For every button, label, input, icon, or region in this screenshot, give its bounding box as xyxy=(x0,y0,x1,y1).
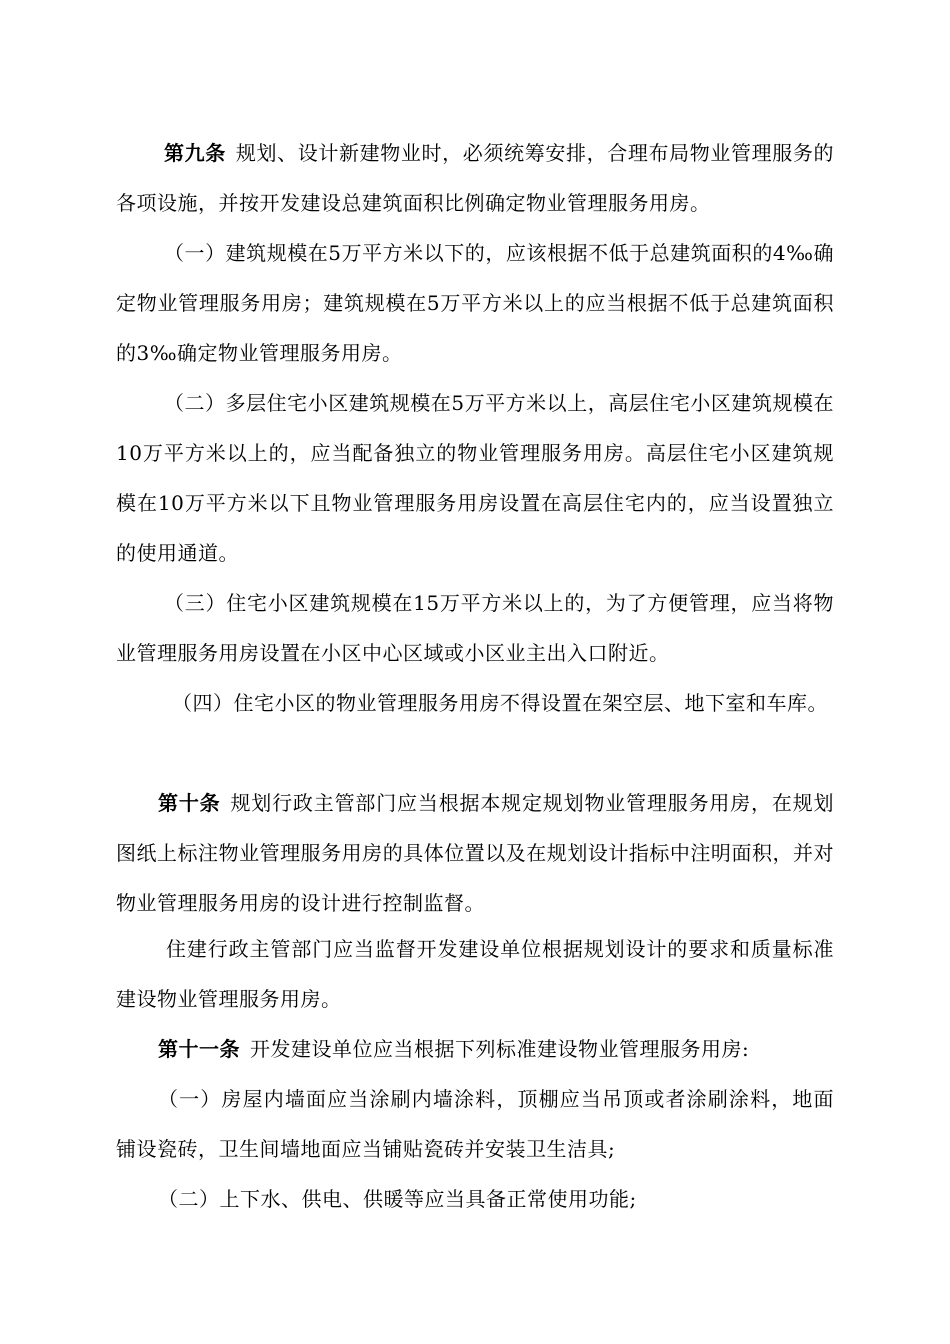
article-9-item-3: （三）住宅小区建筑规模在15万平方米以上的，为了方便管理，应当将物业管理服务用房设置在小区中心区域或小区业主出入口附近。 xyxy=(116,591,834,665)
article-10-text: 规划行政主管部门应当根据本规定规划物业管理服务用房，在规划图纸上标注物业管理服务用房的具体位置以及在规划设计指标中注明面积，并对物业管理服务用房的设计进行控制监督。 xyxy=(116,791,835,915)
article-10-heading: 第十条 xyxy=(158,791,221,815)
article-11-item-1: （一）房屋内墙面应当涂刷内墙涂料，顶棚应当吊顶或者涂刷涂料，地面铺设瓷砖，卫生间墙地面应当铺贴瓷砖并安装卫生洁具; xyxy=(116,1087,834,1161)
article-9-heading: 第九条 xyxy=(164,141,226,165)
article-10-paragraph-2: 住建行政主管部门应当监督开发建设单位根据规划设计的要求和质量标准建设物业管理服务用房。 xyxy=(116,937,834,1011)
article-11-text: 开发建设单位应当根据下列标准建设物业管理服务用房: xyxy=(250,1037,750,1061)
article-10-paragraph xyxy=(116,778,834,928)
article-9-item-4: （四）住宅小区的物业管理服务用房不得设置在架空层、地下室和车库。 xyxy=(172,691,828,715)
article-9-item-1: （一）建筑规模在5万平方米以下的，应该根据不低于总建筑面积的4‰确定物业管理服务用房；建筑规模在5万平方米以上的应当根据不低于总建筑面积的3‰确定物业管理服务用房。 xyxy=(116,241,834,365)
article-11-heading: 第十一条 xyxy=(158,1037,240,1061)
article-9-paragraph xyxy=(116,128,834,228)
article-9-text: 规划、设计新建物业时，必须统筹安排，合理布局物业管理服务的各项设施，并按开发建设总建筑面积比例确定物业管理服务用房。 xyxy=(116,141,835,215)
article-9-item-2: （二）多层住宅小区建筑规模在5万平方米以上，高层住宅小区建筑规模在10万平方米以上的，应当配备独立的物业管理服务用房。高层住宅小区建筑规模在10万平方米以下且物业管理服务用房设置在高层住宅内的，应当设置独立的使用通道。 xyxy=(116,391,834,565)
article-11-paragraph xyxy=(116,1024,834,1074)
article-11-item-2: （二）上下水、供电、供暖等应当具备正常使用功能; xyxy=(158,1187,637,1211)
